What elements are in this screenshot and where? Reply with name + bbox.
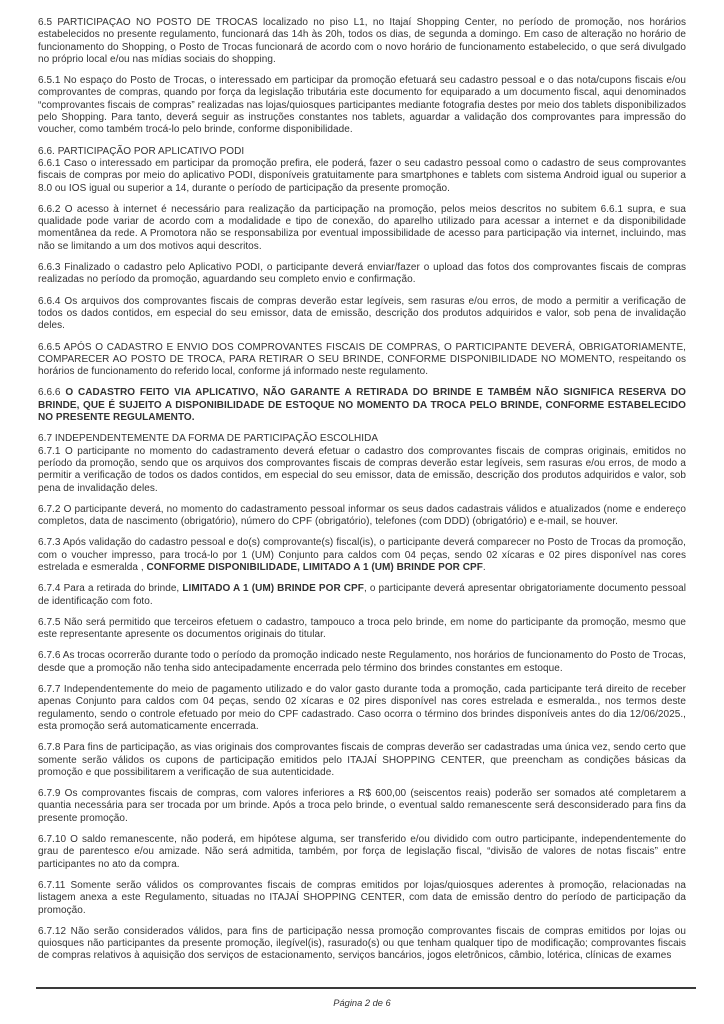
clause-6-6-3	[38, 262, 686, 287]
heading-6-7	[38, 433, 686, 445]
text-segment: 6.6.6	[38, 387, 66, 399]
bold-text-segment: CONFORME DISPONIBILIDADE, LIMITADO A 1 (UM) BRINDE POR CPF	[146, 561, 483, 573]
text-segment: 6.7.8 Para fins de participação, as vias originais dos comprovantes fiscais de compras deverão ser cadastradas uma única vez, sendo certo que somente serão válidos os cupons de participação emitidos pelo ITAJAÍ SHOPPING CENTER, que preencham as condições básicas da promoção e que possibilitarem a verificação de sua autenticidade.	[38, 742, 686, 778]
text-segment: .	[482, 561, 486, 573]
text-segment: 6.7.10 O saldo remanescente, não poderá, em hipótese alguma, ser transferido e/ou dividido com outro participante, independentemente do grau de parentesco e/ou amizade. Não será admitida, também, por força de legislação fiscal, “divisão de valores de notas fiscais” entre participantes no ato da compra.	[38, 834, 686, 870]
text-segment: 6.7.7 Independentemente do meio de pagamento utilizado e do valor gasto durante toda a promoção, cada participante terá direito de receber apenas Conjunto para caldos com 04 peças, sendo 02 xícaras e 02 pires disponível nas cores estrelada e esmeralda., nos termos deste regulamento, sendo o controle efetuado por meio do CPF cadastrado. Caso ocorra o término dos brindes disponíveis antes do dia 12/06/2025., esta promoção será automaticamente encerrada.	[38, 684, 686, 732]
text-segment: 6.7 INDEPENDENTEMENTE DA FORMA DE PARTICIPAÇÃO ESCOLHIDA	[38, 433, 379, 445]
text-segment: 6.7.6 As trocas ocorrerão durante todo o período da promoção indicado neste Regulamento, nos horários de funcionamento do Posto de Trocas, desde que a promoção não tenha sido antecipadamente encerrada pelo término dos brindes constantes em estoque.	[38, 650, 686, 674]
clause-6-7-7	[38, 684, 686, 733]
text-segment: 6.6.2 O acesso à internet é necessário para realização da participação na promoção, pelos meios descritos no subitem 6.6.1 supra, e sua qualidade pode variar de acordo com a modalidade e tipo de conexão, do aparelho utilizado para acessar a internet e da disponibilidade momentânea da rede. A Promotora não se responsabiliza por eventual impossibilidade de acesso para participação via internet, incluindo, mas não se limitando a um dos motivos aqui descritos.	[38, 203, 686, 252]
text-segment: 6.6.3 Finalizado o cadastro pelo Aplicativo PODI, o participante deverá enviar/fazer o upload das fotos dos comprovantes fiscais de compras realizadas no período da promoção, aguardando seu completo envio e confirmação.	[38, 262, 686, 286]
text-segment: 6.7.2 O participante deverá, no momento do cadastramento pessoal informar os seus dados cadastrais válidos e atualizados (nome e endereço completos, data de nascimento (obrigatório), número do CPF (obrigatório), telefones (com DDD) (obrigatório) e e-mail, se houver.	[38, 503, 686, 528]
text-segment: 6.7.12 Não serão considerados válidos, para fins de participação nessa promoção comprovantes fiscais de compras emitidos por lojas ou quiosques não participantes da presente promoção, ilegível(is), rasurado(s) ou que tenham qualquer tipo de modificação; comprovantes fiscais de compras relativos à aquisição dos serviços de estacionamento, serviços bancários, jogos eletrônicos, câmbio, lotérica, clínicas de exames	[38, 925, 686, 962]
footer-separator	[36, 987, 696, 989]
clause-6-7-3	[38, 537, 686, 574]
text-segment: 6.6.4 Os arquivos dos comprovantes fiscais de compras deverão estar legíveis, sem rasuras e/ou erros, de modo a permitir a verificação de todos os dados contidos, em especial do seu emissor, data de emissão, descrição dos produtos adquiridos e valor, sob pena de invalidação deles.	[38, 295, 686, 332]
page-number: Página 2 de 6	[333, 998, 391, 1008]
document-body	[38, 17, 686, 986]
heading-6-6	[38, 146, 686, 158]
clause-6-7-1	[38, 446, 686, 495]
text-segment: 6.6.1 Caso o interessado em participar da promoção prefira, ele poderá, fazer o seu cadastro pessoal como o cadastro de seus comprovantes fiscais de compras por meio do aplicativo PODI, disponíveis gratuitamente para smartphones e tablets com sistema Android igual ou superior a 8.0 ou IOS igual ou superior a 14, durante o período de participação da presente promoção.	[38, 157, 686, 194]
text-segment: 6.7.1 O participante no momento do cadastramento deverá efetuar o cadastro dos comprovantes fiscais de compras originais, emitidos no período da promoção, sendo que os arquivos dos comprovantes fiscais de compras deverão estar legíveis, sem rasuras e/ou erros, de modo a permitir a verificação de todos os dados contidos, em especial do seu emissor, data de emissão, descrição dos produtos adquiridos e valor, sob pena de invalidação deles.	[38, 445, 686, 494]
clause-6-7-5	[38, 617, 686, 642]
clause-6-7-4	[38, 583, 686, 608]
text-segment: 6.5 PARTICIPAÇÃO NO POSTO DE TROCAS localizado no piso L1, no Itajaí Shopping Center, no período de promoção, nos horários estabelecidos no presente regulamento, funcionará das 14h às 20h, todos os dias, de segunda a domingo. Em caso de alteração no horário de funcionamento do Shopping, o Posto de Trocas funcionará de acordo com o novo horário de funcionamento estabelecido, o que será divulgado no próprio local e/ou nas mídias sociais do shopping.	[38, 17, 686, 65]
text-segment: 6.7.5 Não será permitido que terceiros efetuem o cadastro, tampouco a troca pelo brinde, em nome do participante da promoção, mesmo que este representante apresente os documentos originais do titular.	[38, 616, 686, 641]
clause-6-6-5	[38, 342, 686, 379]
clause-6-7-12	[38, 926, 686, 963]
clause-6-6-4	[38, 296, 686, 333]
text-segment: 6.6. PARTICIPAÇÃO POR APLICATIVO PODI	[38, 145, 245, 157]
text-segment: 6.7.11 Somente serão válidos os comprovantes fiscais de compras emitidos por lojas/quiosques aderentes à promoção, relacionadas na listagem anexa a este Regulamento, situadas no ITAJAÍ SHOPPING CENTER, com data de emissão dentro do período de participação da promoção.	[38, 879, 686, 916]
text-segment: 6.7.9 Os comprovantes fiscais de compras, com valores inferiores a R$ 600,00 (seiscentos reais) poderão ser somados até completarem a quantia necessária para ser trocada por um brinde. Após a troca pelo brinde, o eventual saldo remanescente será desconsiderado para fins da presente promoção.	[38, 788, 686, 824]
bold-text-segment: O CADASTRO FEITO VIA APLICATIVO, NÃO GARANTE A RETIRADA DO BRINDE E TAMBÉM NÃO SIGNIFICA RESERVA DO BRINDE, QUE É SUJEITO A DISPONIBILIDADE DE ESTOQUE NO MOMENTO DA TROCA PELO BRINDE, CONFORME ESTABELECIDO NO PRESENTE REGULAMENTO.	[38, 387, 686, 424]
clause-6-6-2	[38, 204, 686, 253]
text-segment: 6.6.5 APÓS O CADASTRO E ENVIO DOS COMPROVANTES FISCAIS DE COMPRAS, O PARTICIPANTE DEVERÁ, OBRIGATORIAMENTE, COMPARECER AO POSTO DE TROCA, PARA RETIRAR O SEU BRINDE, CONFORME DISPONIBILIDADE NO MOMENTO, respeitando os horários de funcionamento do referido local, conforme já informado neste regulamento.	[38, 341, 686, 378]
bold-text-segment: LIMITADO A 1 (UM) BRINDE POR CPF	[182, 583, 364, 595]
clause-6-6-6	[38, 387, 686, 424]
text-segment: 6.7.4 Para a retirada do brinde,	[38, 583, 183, 595]
clause-6-7-8	[38, 742, 686, 779]
text-segment: 6.7.3 Após validação do cadastro pessoal e do(s) comprovante(s) fiscal(is), o participante deverá comparecer no Posto de Trocas da promoção, com o voucher impresso, para trocá-lo por 1 (UM) Conjunto para caldos com 04 peças, sendo 02 xícaras e 02 pires disponível nas cores estrelada e esmeralda ,	[38, 537, 686, 573]
clause-6-5	[38, 17, 686, 66]
clause-6-6-1	[38, 158, 686, 195]
clause-6-5-1	[38, 75, 686, 136]
text-segment: 6.5.1 No espaço do Posto de Trocas, o interessado em participar da promoção efetuará seu cadastro pessoal e o das nota/cupons fiscais e/ou comprovantes de compras, quando por força da legislação tributária este documento for equiparado a um documento fiscal, aqui denominados “comprovantes fiscais de compras” realizadas nas lojas/quiosques participantes mediante fotografia destes por meio dos tablets disponibilizados pelo Shopping. Para tanto, deverá seguir as instruções constantes nos tablets, aguardar a validação dos comprovantes para impressão do voucher, como também trocá-lo pelo brinde, conforme disponibilidade.	[38, 75, 686, 136]
clause-6-7-2	[38, 504, 686, 529]
text-segment: , o participante deverá apresentar obrigatoriamente documento pessoal de identificação com foto.	[38, 583, 686, 607]
clause-6-7-6	[38, 650, 686, 675]
clause-6-7-9	[38, 788, 686, 825]
clause-6-7-10	[38, 834, 686, 871]
clause-6-7-11	[38, 880, 686, 917]
